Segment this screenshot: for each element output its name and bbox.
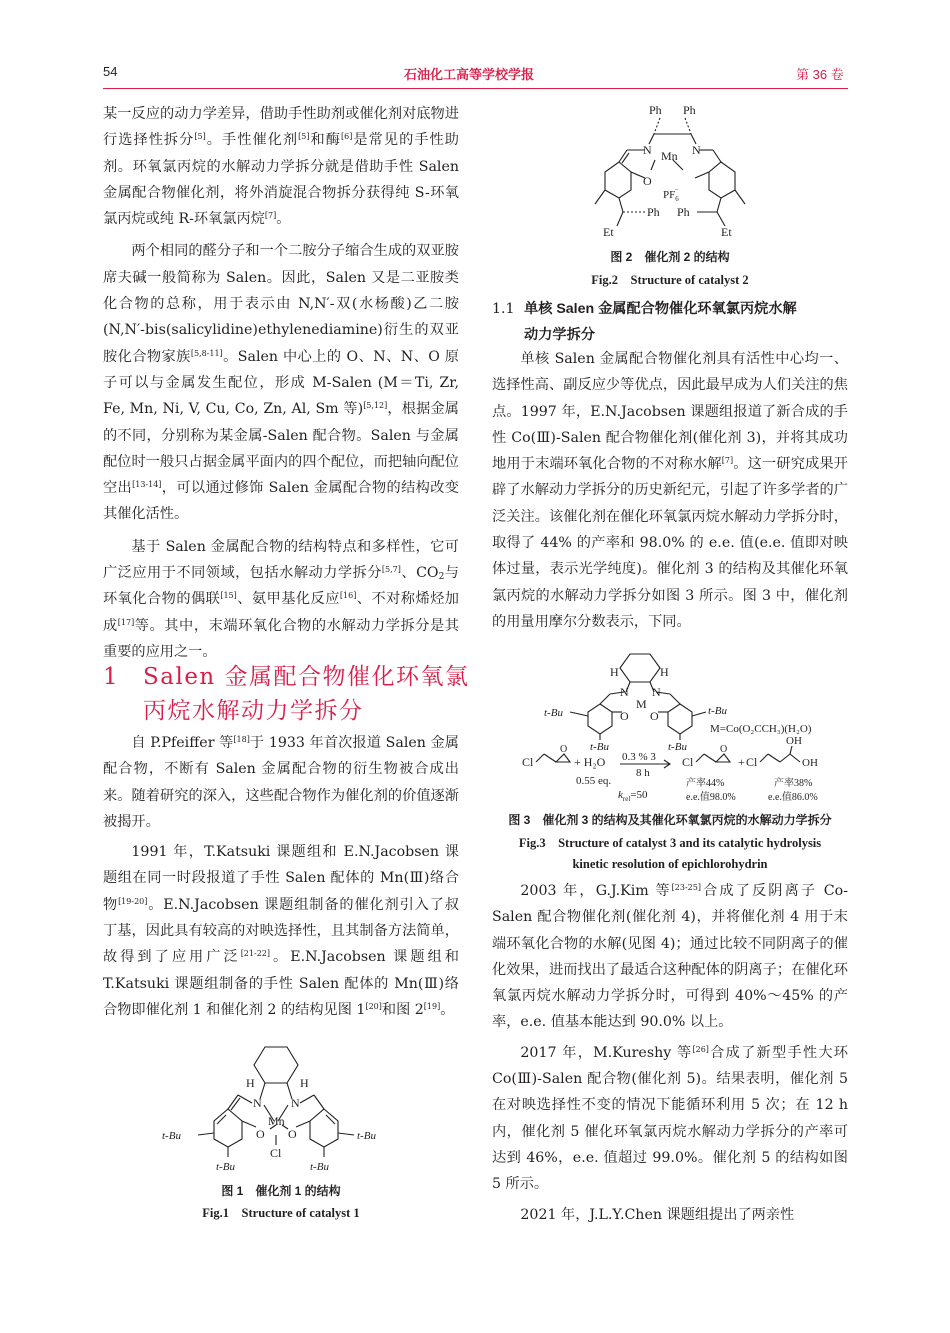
fig2-n-1: N [643,143,652,157]
fig3-h-2: H [660,665,669,679]
fig3-tbu-3: t-Bu [590,741,609,753]
figure-1-caption-cn: 图 1 催化剂 1 的结构 [221,1184,341,1198]
fig3-yield-2: 产率38% [774,778,813,789]
right-column-bottom [492,878,848,1228]
fig3-ep-o-1: O [560,744,568,755]
fig1-h-right: H [300,1076,309,1090]
volume-label: 第 36 卷 [796,67,844,82]
fig3-cond-time: 8 h [636,767,650,779]
fig3-tbu-2: t-Bu [708,705,727,717]
fig3-krel: $k_{rel}=50$ [618,789,648,803]
fig3-ee-2: e.e.值86.0% [768,792,818,803]
subsection-heading-1-1: 1.1 单核 Salen 金属配合物催化环氧氯丙烷水解 动力学拆分 [492,301,797,343]
fig3-water: + H₂O [574,755,606,769]
figure-3-scheme [492,650,848,806]
fig1-n-right: N [291,1096,300,1110]
figure-3-caption-cn: 图 3 催化剂 3 的结构及其催化环氧氯丙烷的水解动力学拆分 [508,813,832,827]
fig2-mn: Mn [661,149,678,163]
header-rule [103,88,848,89]
fig3-cl-1: Cl [522,755,534,769]
fig1-tbu-2: t-Bu [357,1130,376,1142]
fig2-et-1: Et [603,225,614,239]
figure-2-structure [585,100,765,240]
paragraph-kureshy: 2017 年，M.Kureshy 等[26]合成了新型手性大环 Co(Ⅲ)-Salen 配合物(催化剂 5)。结果表明，催化剂 5 在对映选择性不变的情况下能循环利用 5 次；在 12 h 内，催化剂 5 催化环氧氯丙烷水解动力学拆分的产率可达到 46%，e.e. 值超过 99.0%。催化剂 5 的结构如图 5 所示。 [492,1044,848,1193]
paragraph-jacobsen: 单核 Salen 金属配合物催化剂具有活性中心均一、选择性高、副反应少等优点，因此最早成为人们关注的焦点。1997 年，E.N.Jacobsen 课题组报道了新合成的手性 Co(Ⅲ)-Salen 配合物催化剂(催化剂 3)，并将其成功地用于末端环氧化合物的不对称水解[7]。这一研究成果开辟了水解动力学拆分的历史新纪元，引起了许多学者的广泛关注。该催化剂在催化环氧氯丙烷水解动力学拆分时，取得了 44% 的产率和 98.0% 的 e.e. 值(e.e. 值即对映体过量，表示光学纯度)。催化剂 3 的结构及其催化环氧氯丙烷的水解动力学拆分如图 3 所示。图 3 中，催化剂的用量用摩尔分数表示，下同。 [492,351,848,630]
fig1-mn: Mn [268,1114,285,1128]
paragraph-pfeiffer: 自 P.Pfeiffer 等[18]于 1933 年首次报道 Salen 金属配合物，不断有 Salen 金属配合物的衍生物被合成出来。随着研究的深入，这些配合物作为催化剂的价值逐渐被揭开。 [103,735,459,830]
left-column-bottom [103,730,459,1023]
section-heading-1: 1 Salen 金属配合物催化环氧氯 丙烷水解动力学拆分 [103,664,470,724]
fig3-ep-o-2: O [720,744,728,755]
fig3-n-1: N [620,685,629,699]
fig3-o-1: O [620,709,629,723]
paragraph-kim: 2003 年，G.J.Kim 等[23-25]合成了反阴离子 Co-Salen 配合物催化剂(催化剂 4)，并将催化剂 4 用于末端环氧化合物的水解(见图 4)；通过比较不同阴离子的催化效果，进而找出了最适合这种配体的阴离子；在催化环氧氯丙烷水解动力学拆分时，可得到 40%～45% 的产率，e.e. 值基本能达到 90.0% 以上。 [492,883,849,1031]
fig2-ph-2: Ph [683,103,696,117]
figure-3-caption-en: Fig.3 Structure of catalyst 3 and its catalytic hydrolysis kinetic resolution of epichlorohydrin [518,836,822,871]
fig3-yield-1: 产率44% [686,778,725,789]
page-number: 54 [103,64,118,79]
paragraph-applications: 基于 Salen 金属配合物的结构特点和多样性，它可广泛应用于不同领域，包括水解动力学拆分[5,7]、$CO_2$与环氧化合物的偶联[15]、氨甲基化反应[16]、不对称烯烃加成[17]等。其中，末端环氧化合物的水解动力学拆分是其重要的应用之一。 [103,538,459,660]
fig1-tbu-3: t-Bu [216,1161,235,1173]
fig3-oh-1: OH [786,735,802,747]
fig1-h-left: H [246,1076,255,1090]
figure-1-caption-en: Fig.1 Structure of catalyst 1 [202,1206,360,1220]
figure-2-caption-en: Fig.2 Structure of catalyst 2 [591,273,749,287]
paragraph-1991: 1991 年，T.Katsuki 课题组和 E.N.Jacobsen 课题组在同一时段报道了手性 Salen 配体的 Mn(Ⅲ)络合物[19-20]。E.N.Jacobsen 课题组制备的催化剂引入了叔丁基，因此具有较高的对映选择性，且其制备方法简单，故得到了应用广泛[21-22]。E.N.Jacobsen 课题组和 T.Katsuki 课题组制备的手性 Salen 配体的 Mn(Ⅲ)络合物即催化剂 1 和催化剂 2 的结构见图 1[20]和图 2[19]。 [103,844,459,1018]
fig3-n-2: N [652,685,661,699]
fig3-tbu-4: t-Bu [668,741,687,753]
paragraph-salen-def: 两个相同的醛分子和一个二胺分子缩合生成的双亚胺席夫碱一般简称为 Salen。因此，Salen 又是二亚胺类化合物的总称，用于表示由 N,N′-双(水杨酸)乙二胺(N,N′-bis(salicylidine)ethylenediamine)衍生的双亚胺化合物家族[5,8-11]。Salen 中心上的 O、N、N、O 原子可以与金属发生配位，形成 M-Salen (M＝Ti, Zr, Fe, Mn, Ni, V, Cu, Co, Zn, Al, Sm 等)[5,12]，根据金属的不同，分别称为某金属-Salen 配合物。Salen 与金属配位时一般只占据金属平面内的四个配位，而把轴向配位空出[13-14]，可以通过修饰 Salen 金属配合物的结构改变其催化活性。 [103,243,459,523]
fig1-cl: Cl [270,1146,282,1160]
fig3-o-2: O [650,709,659,723]
fig1-o-right: O [288,1127,297,1141]
figure-2-caption-cn: 图 2 催化剂 2 的结构 [610,250,730,264]
fig2-n-2: N [692,143,701,157]
fig2-ph-4: Ph [677,205,690,219]
fig2-pf6: $PF_6-$ [663,186,679,203]
paragraph-intro: 某一反应的动力学差异，借助手性助剂或催化剂对底物进行选择性拆分[5]。手性催化剂[5]和酶[6]是常见的手性助剂。环氧氯丙烷的水解动力学拆分就是借助手性 Salen 金属配合物催化剂，将外消旋混合物拆分获得纯 S-环氧氯丙烷或纯 R-环氧氯丙烷[7]。 [103,106,459,228]
fig3-ee-1: e.e.值98.0% [686,792,736,803]
fig3-cl-3: Cl [746,755,758,769]
fig3-cond-cat: 0.3 % 3 [622,751,656,763]
fig3-equiv: 0.55 eq. [576,775,612,787]
paragraph-chen: 2021 年，J.L.Y.Chen 课题组提出了两亲性 [520,1206,795,1223]
fig3-h-1: H [610,665,619,679]
figure-1-structure [150,1043,410,1175]
right-column-top [492,346,848,635]
fig1-tbu-4: t-Bu [310,1161,329,1173]
fig3-tbu-1: t-Bu [544,707,563,719]
fig2-o: O [643,174,652,188]
fig1-tbu-1: t-Bu [162,1130,181,1142]
fig3-plus: + [738,755,745,769]
fig3-metal-def: M=Co(O₂CCH₃)(H₂O) [710,723,812,735]
fig2-et-2: Et [721,225,732,239]
left-column-top [103,101,459,665]
fig1-n-left: N [253,1096,262,1110]
fig2-ph-1: Ph [649,103,662,117]
journal-title: 石油化工高等学校学报 [404,67,535,82]
fig2-ph-3: Ph [647,205,660,219]
fig3-cl-2: Cl [682,755,694,769]
fig3-m: M [636,697,647,711]
fig1-o-left: O [256,1127,265,1141]
fig3-oh-2: OH [802,757,818,769]
